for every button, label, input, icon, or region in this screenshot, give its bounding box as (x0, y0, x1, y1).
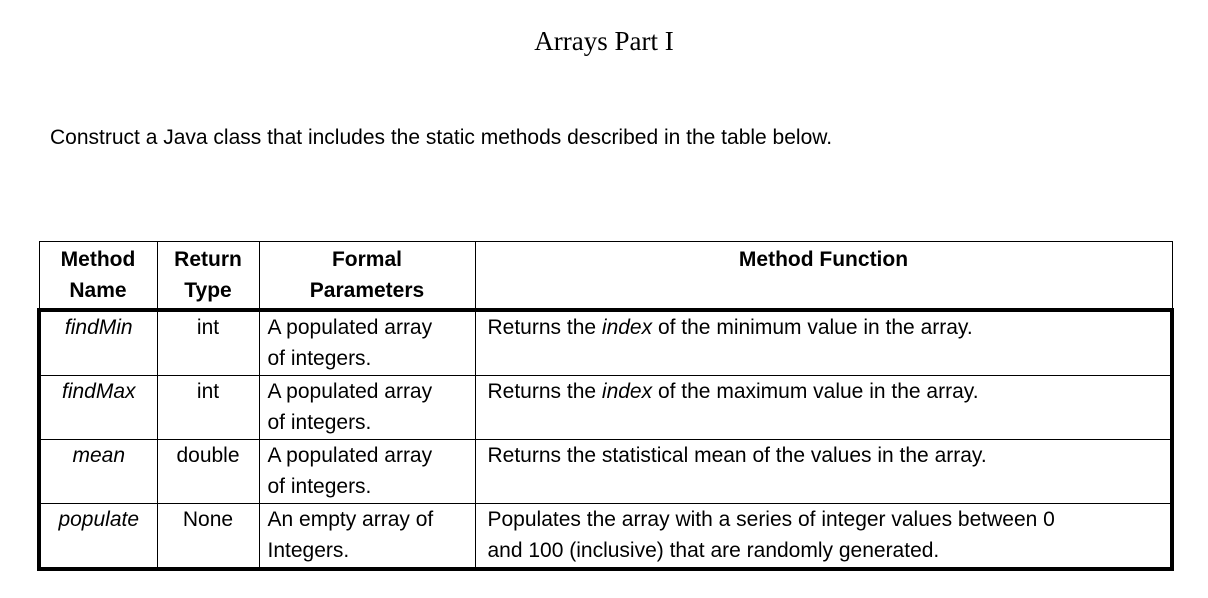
function-line: and 100 (inclusive) that are randomly generated. (487, 539, 940, 562)
parameters-cell (259, 504, 475, 570)
header-formal-parameters (259, 242, 475, 311)
header-method-name-line2: Name (69, 279, 127, 302)
method-name-cell: mean (39, 440, 157, 504)
function-emphasis: index (601, 316, 653, 339)
table-row (39, 504, 1172, 570)
return-type-cell: double (157, 440, 259, 504)
parameters-line: A populated array (267, 444, 433, 467)
method-name-cell: populate (39, 504, 157, 570)
header-formal-parameters-line2: Parameters (309, 279, 425, 302)
function-text: of the minimum value in the array. (652, 316, 973, 339)
return-type-cell: int (157, 376, 259, 440)
table-row (39, 376, 1172, 440)
table-header-row (39, 242, 1172, 311)
function-cell (475, 376, 1172, 440)
table-row (39, 310, 1172, 376)
parameters-cell (259, 310, 475, 376)
function-cell (475, 310, 1172, 376)
parameters-line: A populated array (267, 380, 433, 403)
header-return-type-line2: Type (184, 279, 232, 302)
page-title: Arrays Part I (534, 26, 674, 56)
method-name-cell: findMax (39, 376, 157, 440)
header-method-function: Method Function (475, 242, 1172, 311)
parameters-cell (259, 376, 475, 440)
header-method-name-line1: Method (60, 248, 136, 271)
function-cell (475, 440, 1172, 504)
return-type-cell: None (157, 504, 259, 570)
header-method-name (39, 242, 157, 311)
table-row (39, 440, 1172, 504)
parameters-cell (259, 440, 475, 504)
function-text: of the maximum value in the array. (652, 380, 979, 403)
method-name-cell: findMin (39, 310, 157, 376)
header-return-type (157, 242, 259, 311)
parameters-line: Integers. (267, 539, 350, 562)
parameters-line: of integers. (267, 475, 372, 498)
parameters-line: of integers. (267, 347, 372, 370)
header-formal-parameters-line1: Formal (331, 248, 402, 271)
function-emphasis: index (601, 380, 653, 403)
intro-paragraph: Construct a Java class that includes the static methods described in the table below. (50, 126, 833, 149)
header-return-type-line1: Return (174, 248, 242, 271)
function-text: Returns the statistical mean of the values in the array. (487, 444, 987, 467)
function-text: Returns the (487, 380, 602, 403)
parameters-line: of integers. (267, 411, 372, 434)
return-type-cell: int (157, 310, 259, 376)
methods-table (37, 241, 1174, 571)
function-line: Populates the array with a series of integer values between 0 (487, 508, 1055, 531)
function-text: Returns the (487, 316, 602, 339)
parameters-line: An empty array of (267, 508, 434, 531)
parameters-line: A populated array (267, 316, 433, 339)
function-cell (475, 504, 1172, 570)
